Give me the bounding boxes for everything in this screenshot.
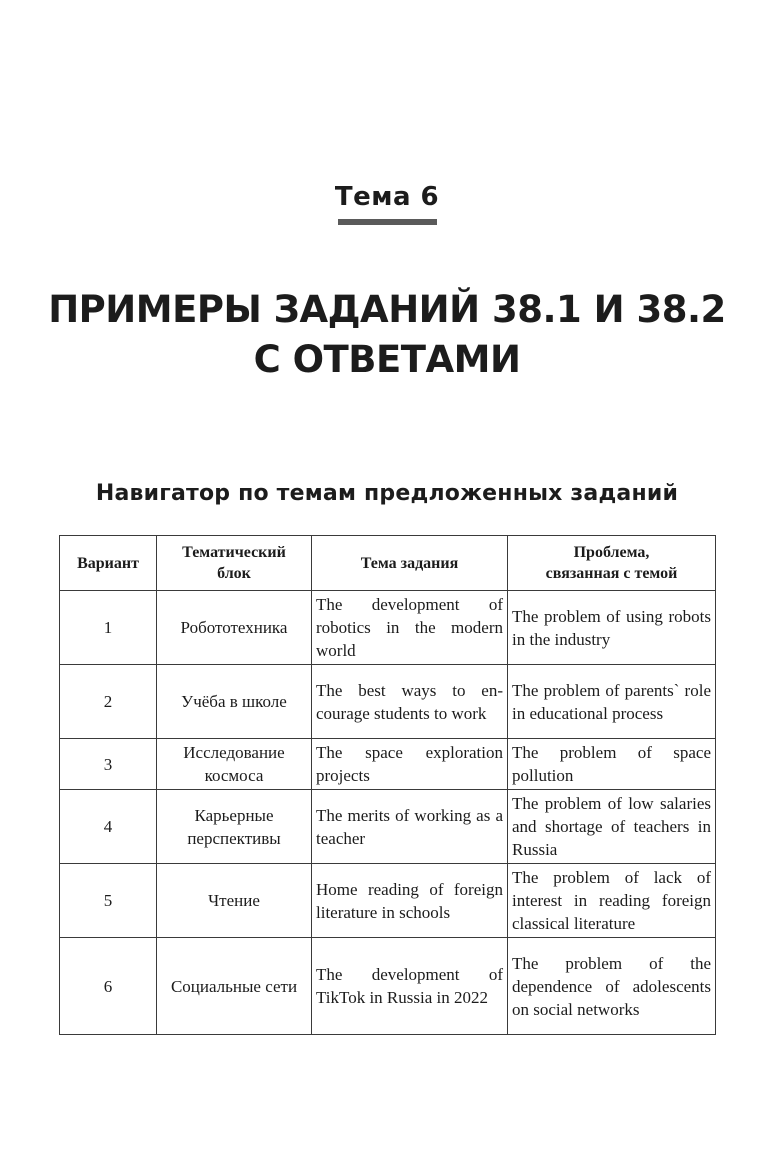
cell-block: Социальные сети xyxy=(157,938,312,1035)
cell-topic: The space exploration projects xyxy=(312,739,508,790)
cell-problem: The problem of using robots in the industry xyxy=(508,591,716,665)
cell-problem: The problem of lack of interest in reading foreign classical literature xyxy=(508,864,716,938)
table-row xyxy=(60,739,716,790)
header-topic: Тема задания xyxy=(312,536,508,591)
table-row xyxy=(60,665,716,739)
cell-block: Карьерные перспективы xyxy=(157,790,312,864)
cell-variant: 3 xyxy=(60,739,157,790)
cell-topic: Home reading of foreign literature in schools xyxy=(312,864,508,938)
cell-variant: 2 xyxy=(60,665,157,739)
navigator-table xyxy=(59,535,716,1035)
table-row xyxy=(60,938,716,1035)
header-problem-line-1: Проблема, xyxy=(573,544,650,561)
cell-problem: The problem of low salaries and shortage of teachers in Russia xyxy=(508,790,716,864)
page-title-line-1: ПРИМЕРЫ ЗАДАНИЙ 38.1 И 38.2 xyxy=(48,288,726,331)
cell-block: Исследование космоса xyxy=(157,739,312,790)
header-problem-line-2: связанная с темой xyxy=(545,565,678,582)
page-title xyxy=(0,285,774,385)
header-problem xyxy=(508,536,716,591)
header-block-line-2: блок xyxy=(217,565,251,582)
cell-block: Чтение xyxy=(157,864,312,938)
cell-variant: 1 xyxy=(60,591,157,665)
cell-variant: 4 xyxy=(60,790,157,864)
cell-variant: 5 xyxy=(60,864,157,938)
cell-block: Робототехника xyxy=(157,591,312,665)
table-row xyxy=(60,864,716,938)
cell-topic: The development of TikTok in Russia in 2022 xyxy=(312,938,508,1035)
header-block-line-1: Тематический xyxy=(182,544,286,561)
table-row xyxy=(60,790,716,864)
cell-problem: The problem of the dependence of adolescents on social networks xyxy=(508,938,716,1035)
table-row xyxy=(60,591,716,665)
cell-problem: The problem of parents` role in educational process xyxy=(508,665,716,739)
cell-topic: The development of robotics in the modern world xyxy=(312,591,508,665)
topic-label: Тема 6 xyxy=(334,182,440,212)
page-title-line-2: С ОТВЕТАМИ xyxy=(253,338,521,381)
header-variant: Вариант xyxy=(60,536,157,591)
header-block xyxy=(157,536,312,591)
cell-topic: The merits of working as a teacher xyxy=(312,790,508,864)
cell-variant: 6 xyxy=(60,938,157,1035)
cell-problem: The problem of space pollution xyxy=(508,739,716,790)
navigator-title: Навигатор по темам предложенных заданий xyxy=(95,481,679,506)
table-header-row xyxy=(60,536,716,591)
topic-underline xyxy=(338,219,437,225)
cell-topic: The best ways to encourage students to work xyxy=(312,665,508,739)
cell-block: Учёба в школе xyxy=(157,665,312,739)
